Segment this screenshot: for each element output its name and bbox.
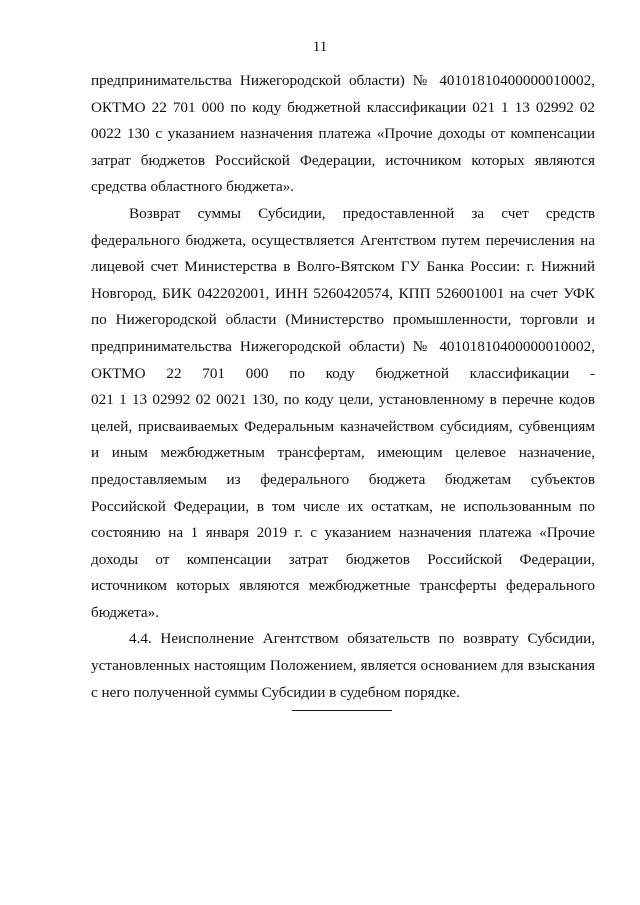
text-line: федерального бюджета, осуществляется Агентством путем перечисления на <box>91 231 595 249</box>
text-line: с него полученной суммы Субсидии в судебном порядке. <box>91 683 460 701</box>
page-number: 11 <box>312 39 328 55</box>
text-line: предпринимательства Нижегородской области) № 40101810400000010002, <box>91 337 595 355</box>
text-line: Российской Федерации, в том числе их остаткам, не использованным по <box>91 497 595 515</box>
paragraph-4-4-non-fulfillment <box>91 626 595 706</box>
text-line: целей, присваиваемых Федеральным казначейством субсидиям, субвенциям <box>91 417 595 435</box>
text-line: средства областного бюджета». <box>91 178 295 196</box>
text-line: предоставляемым из федерального бюджета бюджетам субъектов <box>91 470 595 488</box>
text-line: состоянию на 1 января 2019 г. с указанием назначения платежа «Прочие <box>91 524 595 542</box>
text-line: Новгород, БИК 042202001, ИНН 5260420574, КПП 526001001 на счет УФК <box>91 284 595 302</box>
text-line: бюджета». <box>91 603 160 621</box>
text-line: по Нижегородской области (Министерство промышленности, торговли и <box>91 311 595 329</box>
text-line: Возврат суммы Субсидии, предоставленной за счет средств <box>129 204 595 222</box>
paragraph-federal-subsidy-return <box>91 201 595 627</box>
text-line: и иным межбюджетным трансфертам, имеющим целевое назначение, <box>91 444 595 462</box>
text-line: источником которых являются межбюджетные трансферты федерального <box>91 577 595 595</box>
text-line: затрат бюджетов Российской Федерации, источником которых являются <box>91 151 595 169</box>
text-line: предпринимательства Нижегородской области) № 40101810400000010002, <box>91 72 595 89</box>
text-line: 0022 130 с указанием назначения платежа «Прочие доходы от компенсации <box>91 125 595 143</box>
document-body <box>91 68 595 706</box>
end-of-document-rule <box>292 710 392 711</box>
text-line: доходы от компенсации затрат бюджетов Российской Федерации, <box>91 550 595 568</box>
text-line: ОКТМО 22 701 000 по коду бюджетной классификации - <box>91 364 595 382</box>
text-line: 021 1 13 02992 02 0021 130, по коду цели, установленному в перечне кодов <box>91 391 595 409</box>
text-line: лицевой счет Министерства в Волго-Вятском ГУ Банка России: г. Нижний <box>91 258 595 276</box>
text-line: 4.4. Неисполнение Агентством обязательств по возврату Субсидии, <box>129 630 595 648</box>
paragraph-payment-details <box>91 68 595 201</box>
text-line: установленных настоящим Положением, является основанием для взыскания <box>91 657 595 675</box>
text-line: ОКТМО 22 701 000 по коду бюджетной классификации 021 1 13 02992 02 <box>91 98 595 116</box>
